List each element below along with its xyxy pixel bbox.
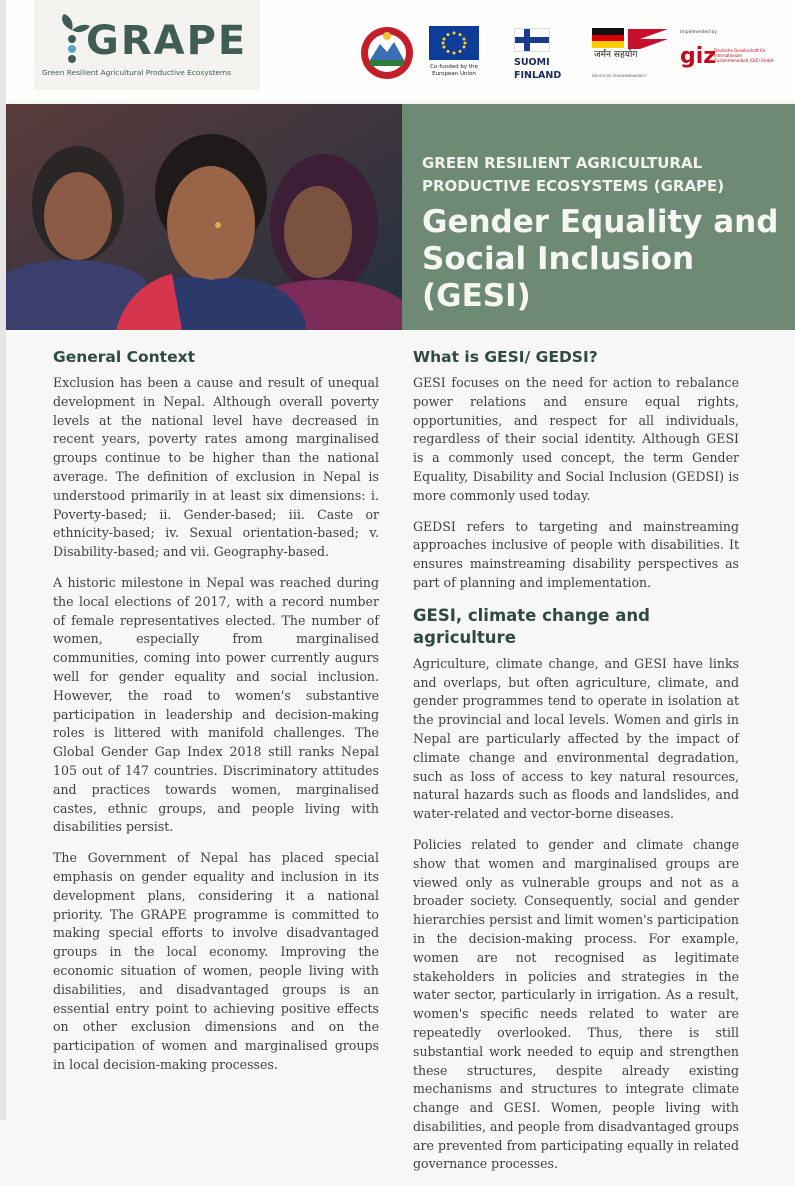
eu-logo (426, 26, 482, 77)
german-coop-small: DEUTSCHE ZUSAMMENARBEIT (592, 74, 647, 78)
grape-logo (34, 0, 260, 90)
right-column (413, 346, 739, 1186)
eu-caption: Co-funded by the European Union (430, 64, 478, 77)
giz-logo (680, 30, 780, 80)
german-coop-text: जर्मन सहयोग (594, 50, 638, 60)
paragraph: A historic milestone in Nepal was reached during the local elections of 2017, with a record number of female representatives elected. The number of women, especially from marginalised communities, coming into power currently augurs well for gender equality and social inclusion. However, the road to women's substantive participation in leadership and decision-making roles is littered with manifold challenges. The Global Gender Gap Index 2018 still ranks Nepal 105 out of 147 countries. Discriminatory attitudes and practices towards women, marginalised castes, ethnic groups, and people living with disabilities persist. (53, 574, 379, 835)
header (6, 0, 795, 100)
german-cooperation-logo (590, 28, 674, 78)
paragraph: Policies related to gender and climate change show that women and marginalised groups are viewed only as vulnerable groups and not as a broader society. Consequently, social and gender hierarchies persist and limit women's participation in the decision-making process. For example, women are not recognised as legitimate stakeholders in policies and strategies in the water sector, particularly in irrigation. As a result, women's specific needs related to water are repeatedly overlooked. Thus, there is still substantial work needed to equip and strengthen these structures, despite already existing mechanisms and structures to integrate climate change and GESI. Women, people living with disabilities, and people from disadvantaged groups are prevented from participating equally in related governance processes. (413, 836, 739, 1172)
eu-flag-icon (429, 26, 479, 60)
cover-photo (6, 104, 402, 330)
logo-wordmark: GRAPE (86, 18, 248, 64)
logo-subtitle: Green Resilient Agricultural Productive Ecosystems (42, 68, 231, 77)
general-context-heading: General Context (53, 348, 195, 366)
nepal-flag-icon (626, 28, 670, 50)
title-banner (402, 104, 795, 330)
paragraph: Agriculture, climate change, and GESI have links and overlaps, but often agriculture, climate, and gender programmes tend to operate in isolation at the provincial and local levels. Women and girls in Nepal are particularly affected by the impact of climate change and environmental degradation, such as loss of access to key natural resources, natural hazards such as floods and landslides, and water-related and vector-borne diseases. (413, 655, 739, 822)
page-title: Gender Equality and Social Inclusion (GESI) (422, 204, 779, 314)
finland-flag-icon (514, 28, 550, 52)
implemented-by-label: Implemented by (680, 30, 717, 35)
giz-fullname: Deutsche Gesellschaft für Internationale Zusammenarbeit (GIZ) GmbH (714, 48, 774, 64)
paragraph: The Government of Nepal has placed special emphasis on gender equality and inclusion in its development plans, considering it a national priority. The GRAPE programme is committed to making special efforts to involve disadvantaged groups in the local economy. Improving the economic situation of women, people living with disabilities, and disadvantaged groups is an essential entry point to achieving positive effects on other exclusion dimensions and on the participation of women and marginalised groups in local decision-making processes. (53, 850, 379, 1072)
finland-logo (514, 28, 564, 83)
what-is-gesi-heading: What is GESI/ GEDSI? (413, 348, 598, 366)
paragraph: GESI focuses on the need for action to rebalance power relations and ensure equal rights, opportunities, and respect for all individuals, regardless of their social identity. Although GESI is a commonly used concept, the term Gender Equality, Disability and Social Inclusion (GEDSI) is more commonly used today. (413, 375, 739, 503)
giz-wordmark: giz (680, 44, 717, 69)
nepal-government-emblem (356, 24, 418, 80)
finland-word-2: FINLAND (514, 69, 562, 81)
paragraph: GEDSI refers to targeting and mainstreaming approaches inclusive of people with disabilities. It ensures mainstreaming disability perspectives as part of planning and implementation. (413, 518, 739, 590)
finland-word-1: SUOMI (514, 57, 550, 68)
paragraph: Exclusion has been a cause and result of unequal development in Nepal. Although overall poverty levels at the national level have decreased in recent years, poverty rates among marginalised groups continue to be higher than the national average. The definition of exclusion in Nepal is understood primarily in at least six dimensions: i. Poverty-based; ii. Gender-based; iii. Caste or ethnicity-based; iv. Sexual orientation-based; v. Disability-based; and vii. Geography-based. (53, 375, 379, 560)
left-column (53, 346, 379, 1087)
germany-flag-icon (592, 28, 624, 48)
women-portrait-image (6, 104, 402, 330)
gesi-climate-heading: GESI, climate change and agriculture (413, 605, 650, 647)
programme-name: GREEN RESILIENT AGRICULTURAL PRODUCTIVE ECOSYSTEMS (GRAPE) (422, 154, 725, 195)
